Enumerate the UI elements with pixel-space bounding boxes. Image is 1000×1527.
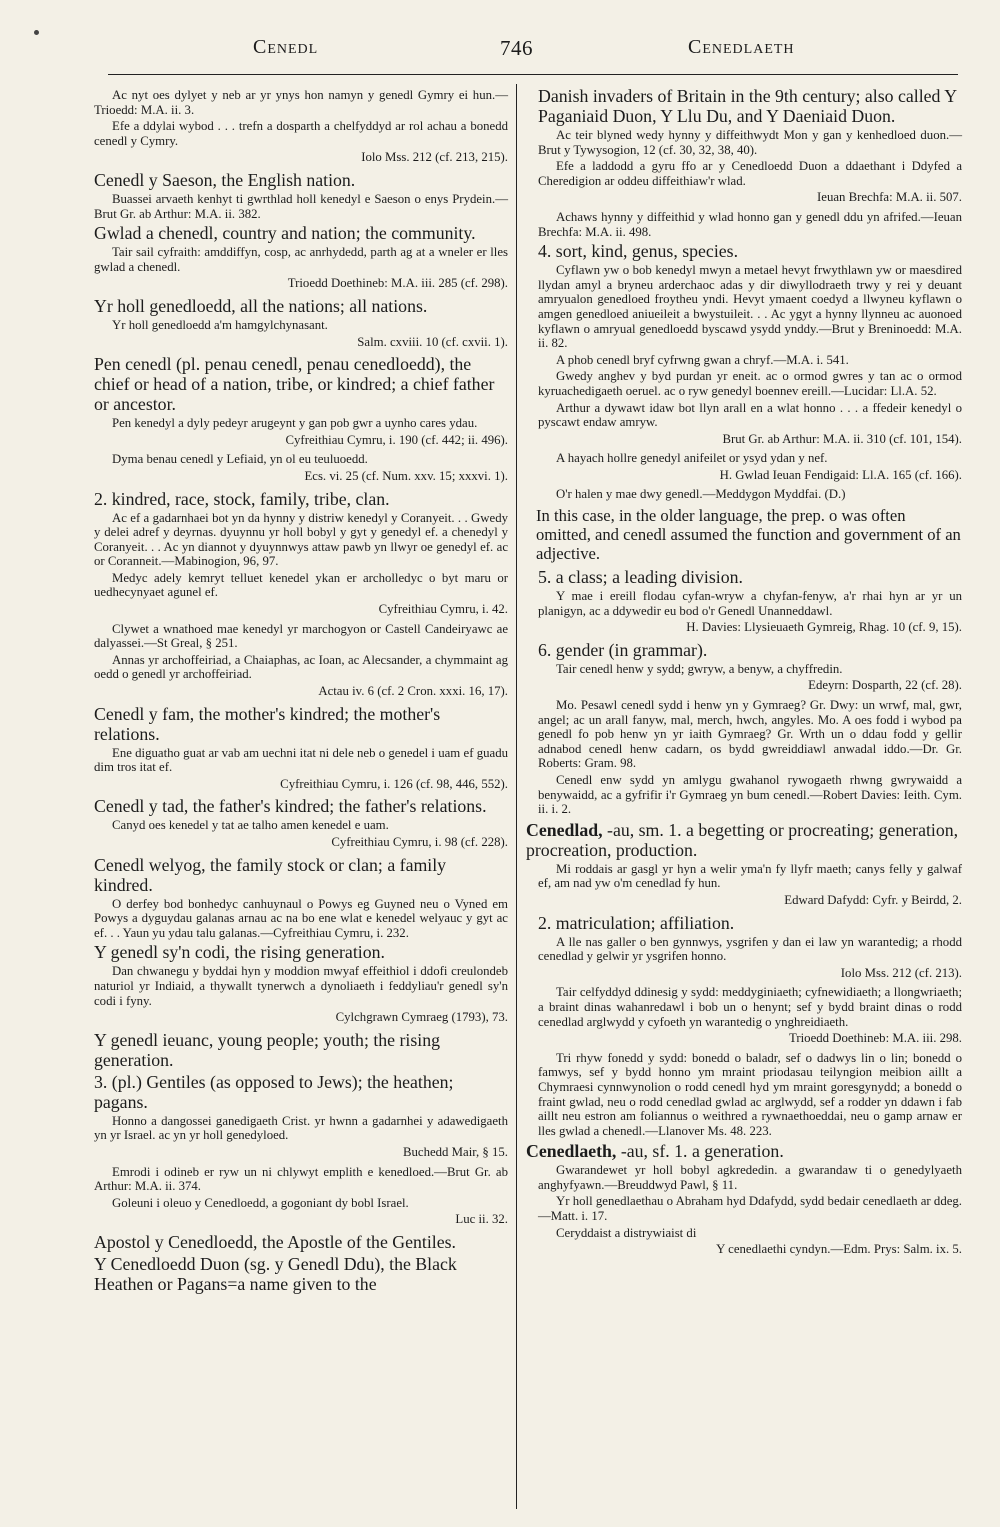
citation: Tair celfyddyd ddinesig y sydd: meddyginiaeth; cyfnewidiaeth; a llongwriaeth; a braint dinas wahanredawl i bob un o henynt; sef y bydd braint dinas o rodd cenedlad arglwydd y cyfoeth yn warantedig o ynghreidiaeth. xyxy=(538,985,962,1029)
sense-heading: 6. gender (in grammar). xyxy=(538,639,708,660)
citation: Tair cenedl henw y sydd; gwryw, a benyw, a chyffredin. xyxy=(556,661,843,676)
citation: Gwarandewet yr holl bobyl agkrededin. a gwarandaw ti o genedylyaeth anghyfyawn.—Breuddwyd Pawl, § 11. xyxy=(538,1163,962,1192)
citation-source: Luc ii. 32. xyxy=(455,1212,508,1227)
sense-heading: Y genedl sy'n codi, the rising generation. xyxy=(94,942,385,963)
citation: Ac ef a gadarnhaei bot yn da hynny y distriw kenedyl y Coranyeit. . . Gwedy y delei adref y deyrnas. dyuynnu yr holl bobyl y gyt y genedyl ef. a chenedyl y Coranyeit. . . Ac yn diannot y dyuynnwys attaw pawb yn llwyr oe genedyl ef. ac or Coranneit.—Mabinogion, 96, 97. xyxy=(94,510,508,569)
citation-source: Salm. cxviii. 10 (cf. cxvii. 1). xyxy=(357,334,508,349)
citation-source: Iolo Mss. 212 (cf. 213, 215). xyxy=(361,150,508,165)
citation: Ac teir blyned wedy hynny y diffeithwydt Mon y gan y kenhedloed duon.—Brut y Tywysogion, 12 (cf. 30, 32, 38, 40). xyxy=(538,128,962,157)
citation: Arthur a dywawt idaw bot llyn arall en a wlat honno . . . a ffedeir kenedyl o pyscawt endaw amryw. xyxy=(538,400,962,430)
entry-headword xyxy=(526,820,962,860)
citation: Honno a dangossei ganedigaeth Crist. yr hwnn a gadarnhei y adawedigaeth yn yr Israel. ac yn yr holl genedyloed. xyxy=(94,1113,508,1143)
citation-source: Edeyrn: Dosparth, 22 (cf. 28). xyxy=(808,678,962,693)
citation-source: Actau iv. 6 (cf. 2 Cron. xxxi. 16, 17). xyxy=(318,684,508,699)
citation: Mi roddais ar gasgl yr hyn a welir yma'n fy llyfr maeth; canys felly y galwaf ef, am nad yw o'm cenedlad fy hun. xyxy=(538,861,962,891)
citation: Goleuni i oleuo y Cenedloedd, a gogoniant dy bobl Israel. xyxy=(112,1195,409,1210)
citation-source: Cyfreithiau Cymru, i. 42. xyxy=(378,602,508,617)
citation-source: Edward Dafydd: Cyfr. y Beirdd, 2. xyxy=(784,892,962,907)
stray-dot xyxy=(34,30,39,35)
citation-source: Cylchgrawn Cymraeg (1793), 73. xyxy=(335,1010,508,1025)
sense-heading: Y genedl ieuanc, young people; youth; the rising generation. xyxy=(94,1029,440,1070)
citation: Dyma benau cenedl y Lefiaid, yn ol eu teuluoedd. xyxy=(112,452,368,467)
sense-heading-continued: Danish invaders of Britain in the 9th century; also called Y Paganiaid Duon, Y Llu Du, and Y Daeniaid Duon. xyxy=(538,86,957,126)
citation: Emrodi i odineb er ryw un ni chlywyt emplith e kenedloed.—Brut Gr. ab Arthur: M.A. ii. 374. xyxy=(94,1164,508,1194)
citation: Achaws hynny y diffeithid y wlad honno gan y genedl ddu yn afrifed.—Ieuan Brechfa: M.A. ii. 498. xyxy=(538,209,962,239)
citation: O'r halen y mae dwy genedl.—Meddygon Myddfai. (D.) xyxy=(556,487,846,502)
sense-heading: Y Cenedloedd Duon (sg. y Genedl Ddu), the Black Heathen or Pagans=a name given to the xyxy=(94,1253,457,1294)
citation: Dan chwanegu y byddai hyn y moddion mwyaf effeithiol i ddofi creulondeb naturiol yr Indiaid, a thywallt tynerwch a dynoliaeth i feddyliau'r genedl sy'n codi i fyny. xyxy=(94,964,508,1008)
citation-source: Y cenedlaethi cyndyn.—Edm. Prys: Salm. ix. 5. xyxy=(716,1242,962,1257)
sense-heading: 2. kindred, race, stock, family, tribe, clan. xyxy=(94,488,390,509)
page-number: 746 xyxy=(500,36,533,60)
left-column xyxy=(82,86,508,1296)
sense-heading: Cenedl welyog, the family stock or clan; a family kindred. xyxy=(94,854,447,895)
running-head-left: Cenedl xyxy=(253,36,319,58)
column-divider xyxy=(516,84,517,1509)
citation: Clywet a wnathoed mae kenedyl yr marchogyon or Castell Candeiryawc ae dalyassei.—St Greal, § 251. xyxy=(94,621,508,651)
header-rule xyxy=(108,74,958,75)
citation-source: Cyfreithiau Cymru, i. 98 (cf. 228). xyxy=(331,835,508,849)
citation: Y mae i ereill flodau cyfan-wryw a chyfan-fenyw, a'r rhai hyn ar yr un planigyn, ac a ddywedir eu bod o'r Genedl Unanneddawl. xyxy=(538,589,962,618)
citation-source: Iolo Mss. 212 (cf. 213). xyxy=(840,965,962,980)
citation: Tair sail cyfraith: amddiffyn, cosp, ac anrhydedd, parth ag at a wneler er lles gwlad a chenedl. xyxy=(94,245,508,274)
citation-source: Cyfreithiau Cymru, i. 190 (cf. 442; ii. 496). xyxy=(285,432,508,447)
headword-definition: -au, sf. 1. a generation. xyxy=(616,1141,784,1162)
sense-heading: Gwlad a chenedl, country and nation; the community. xyxy=(94,223,476,244)
sense-heading: 4. sort, kind, genus, species. xyxy=(538,241,739,262)
citation: Ceryddaist a distrywiaist di xyxy=(556,1225,697,1240)
citation-source: H. Davies: Llysieuaeth Gymreig, Rhag. 10 (cf. 9, 15). xyxy=(686,620,962,635)
citation: Efe a laddodd a gyru ffo ar y Cenedloedd Duon a ddaethant i Ddyfed a Cheredigion ar oddeu diffeithiaw'r wlad. xyxy=(538,159,962,188)
citation-source: Trioedd Doethineb: M.A. iii. 298. xyxy=(789,1031,962,1046)
citation: Gwedy anghev y byd purdan yr eneit. ac o ormod gwres y tan ac o ormod kyruachedigaeth oeruel. ac o ryw genedyl boennev ereill.—Lucidar: Ll.A. 52. xyxy=(538,369,962,398)
citation: O derfey bod bonhedyc canhuynaul o Powys eg Guyned neu o Vyned em Powys a dyguydau galanas arnau ac na bo ene wlat e kenedel welyauc y gyt ac ef. . . Yaun yu ydau talu galanas.—Cyfreithiau Cymru, i. 232. xyxy=(94,896,508,940)
citation: Pen kenedyl a dyly pedeyr arugeynt y gan pob gwr a uynho cares ydau. xyxy=(112,416,478,431)
page-header xyxy=(108,36,958,66)
headword-lemma: Cenedlaeth, xyxy=(526,1141,617,1162)
usage-note: In this case, in the older language, the prep. o was often omitted, and cenedl assumed the function and government of an adjective. xyxy=(536,506,961,564)
citation-source: Ecs. vi. 25 (cf. Num. xxv. 15; xxxvi. 1). xyxy=(304,468,508,483)
headword-lemma: Cenedlad, xyxy=(526,819,603,840)
citation: Ac nyt oes dylyet y neb ar yr ynys hon namyn y genedl Gymry ei hun.—Trioedd: M.A. ii. 3. xyxy=(94,88,508,117)
citation: A lle nas galler o ben gynnwys, ysgrifen y dan ei law yn warantedig; a rhodd cenedlad y gelwir yr ysgrifen honno. xyxy=(538,934,962,964)
citation-source: Cyfreithiau Cymru, i. 126 (cf. 98, 446, 552). xyxy=(280,776,508,791)
headword-definition: -au, sm. 1. a begetting or procreating; generation, procreation, production. xyxy=(526,819,959,860)
citation: Cyflawn yw o bob kenedyl mwyn a metael hevyt frwythlawn yw or maesdired llydan amyl a bryneu arderchaoc adas y dir diwyllodraeth trwy y rei y deuant amryualon genedloed froytheu yndi. Hevyt ymaent coedyd a llwyneu kyflawn o amgen genedloed aniueileit a bwystuileit. . . Ac ygyt a hynny llynneu ac auonoed kyflawn o amryual genedloedd byscawd ysydd ynddy.—Brut y Breninoedd: M.A. ii. 82. xyxy=(538,263,962,351)
sense-heading: Cenedl y Saeson, the English nation. xyxy=(94,169,356,190)
citation: A phob cenedl bryf cyfrwng gwan a chryf.—M.A. i. 541. xyxy=(556,352,849,367)
sense-heading: Apostol y Cenedloedd, the Apostle of the Gentiles. xyxy=(94,1231,456,1252)
citation: Ene diguatho guat ar vab am uechni itat ni dele neb o genedel i uam ef guadu dim tros itat ef. xyxy=(94,745,508,775)
citation-source: Buchedd Mair, § 15. xyxy=(402,1144,508,1159)
citation: Mo. Pesawl cenedl sydd i henw yn y Gymraeg? Gr. Dwy: un wrwf, mal, gwr, angel; ac un arall fanyw, mal, merch, hwch, angyles. Mo. A oes fodd i wybod pa genedl fo pob henw yn yr iaith Gymraeg? Gr. Wrth un o ddau fodd y gellir adnabod cenedl henw cadarn, os bydd gwreiddiawl anwadal iddo.—Dr. Gr. Roberts: Gram. 98. xyxy=(538,698,962,771)
sense-heading: Cenedl y fam, the mother's kindred; the mother's relations. xyxy=(94,703,441,744)
citation: Yr holl genedlaethau o Abraham hyd Ddafydd, sydd bedair cenedlaeth ar ddeg.—Matt. i. 17. xyxy=(538,1194,962,1224)
sense-heading: 2. matriculation; affiliation. xyxy=(538,912,735,933)
sense-heading: 5. a class; a leading division. xyxy=(538,567,743,588)
entry-headword xyxy=(526,1141,962,1161)
citation-source: Ieuan Brechfa: M.A. ii. 507. xyxy=(817,190,962,205)
citation: A hayach hollre genedyl anifeilet or ysyd ydan y nef. xyxy=(556,451,828,466)
citation: Medyc adely kemryt telluet kenedel ykan er archolledyc o byt maru or uedhecynyaet agunel ef. xyxy=(94,570,508,600)
right-column xyxy=(526,86,962,1262)
citation-source: Brut Gr. ab Arthur: M.A. ii. 310 (cf. 101, 154). xyxy=(722,431,962,446)
sense-heading: Yr holl genedloedd, all the nations; all nations. xyxy=(94,295,428,316)
sense-heading: Pen cenedl (pl. penau cenedl, penau cenedloedd), the chief or head of a nation, tribe, or kindred; a chief father or ancestor. xyxy=(94,354,495,415)
citation: Tri rhyw fonedd y sydd: bonedd o baladr, sef o dadwys lin o lin; bonedd o famwys, sef y bydd honno ym mraint priodasau teilyngion meibion aillt a Chymraesi cynnwynolion o rodd cenedl hyd ym mraint goresgynydd; a bonedd o fraint gwlad, neu o rodd cenedlad gwlad ac arglwydd, sef a rodder yn ddawn i fab aillt neu estron am foliannus o weithred a rywnaethoeddai, neu o gamp arnaw er lles gwlad a chenedl.—Llanover Ms. 48. 223. xyxy=(538,1050,962,1138)
sense-heading: Cenedl y tad, the father's kindred; the father's relations. xyxy=(94,796,487,817)
citation-source: Trioedd Doethineb: M.A. iii. 285 (cf. 298). xyxy=(287,276,508,291)
sense-heading: 3. (pl.) Gentiles (as opposed to Jews); the heathen; pagans. xyxy=(94,1071,454,1112)
citation: Yr holl genedloedd a'm hamgylchynasant. xyxy=(112,317,328,332)
running-head-right: Cenedlaeth xyxy=(688,36,795,58)
citation: Annas yr archoffeiriad, a Chaiaphas, ac Ioan, ac Alecsander, a chymmaint ag oedd o genedl yr archoffeiriad. xyxy=(94,652,508,682)
citation: Buassei arvaeth kenhyt ti gwrthlad holl kenedyl e Saeson o enys Prydein.—Brut Gr. ab Arthur: M.A. ii. 382. xyxy=(94,191,508,221)
citation-source: H. Gwlad Ieuan Fendigaid: Ll.A. 165 (cf. 166). xyxy=(719,467,962,482)
citation: Canyd oes kenedel y tat ae talho amen kenedel e uam. xyxy=(112,818,389,833)
citation: Efe a ddylai wybod . . . trefn a dosparth a chelfyddyd ar rol achau a bonedd cenedl y Cymry. xyxy=(94,119,508,148)
citation: Cenedl enw sydd yn amlygu gwahanol rywogaeth rhwng gwrywaidd a benywaidd, ac a gyfrifir i'r Gymraeg yn bum cenedl.—Robert Davies: Ieith. Cym. ii. i. 2. xyxy=(538,773,962,817)
